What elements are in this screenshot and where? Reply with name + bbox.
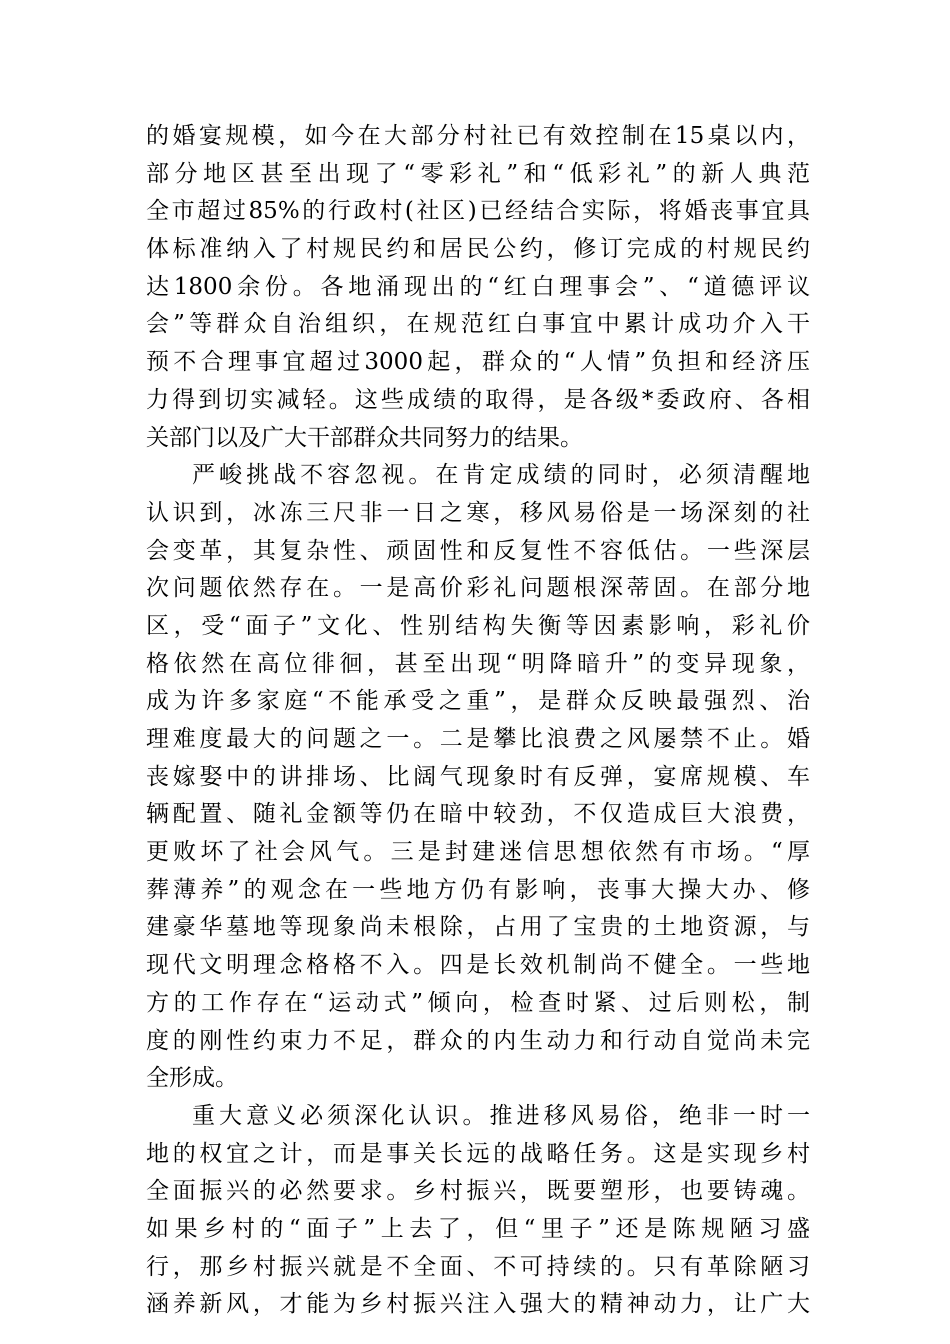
text-line: 方的工作存在“运动式”倾向，检查时紧、过后则松，制	[146, 989, 810, 1016]
text-line: 涵养新风，才能为乡村振兴注入强大的精神动力，让广大	[146, 1291, 810, 1318]
text-line: 达1800余份。各地涌现出的“红白理事会”、“道德评议	[146, 273, 810, 300]
text-line: 如果乡村的“面子”上去了，但“里子”还是陈规陋习盛	[146, 1215, 810, 1242]
text-line: 格依然在高位徘徊，甚至出现“明降暗升”的变异现象，	[146, 650, 810, 677]
paragraph-1	[146, 118, 810, 457]
text-line: 力得到切实减轻。这些成绩的取得，是各级*委政府、各相	[146, 386, 810, 413]
text-line: 认识到，冰冻三尺非一日之寒，移风易俗是一场深刻的社	[146, 499, 810, 526]
text-line: 建豪华墓地等现象尚未根除，占用了宝贵的土地资源，与	[146, 914, 810, 941]
text-line: 重大意义必须深化认识。推进移风易俗，绝非一时一	[192, 1102, 810, 1129]
text-line: 关部门以及广大干部群众共同努力的结果。	[146, 424, 583, 451]
text-line: 会变革，其复杂性、顽固性和反复性不容低估。一些深层	[146, 537, 810, 564]
text-line: 全形成。	[146, 1065, 238, 1092]
text-line: 全面振兴的必然要求。乡村振兴，既要塑形，也要铸魂。	[146, 1178, 810, 1205]
text-line: 会”等群众自治组织，在规范红白事宜中累计成功介入干	[146, 311, 810, 338]
text-line: 地的权宜之计，而是事关长远的战略任务。这是实现乡村	[146, 1140, 810, 1167]
text-line: 体标准纳入了村规民约和居民公约，修订完成的村规民约	[146, 236, 810, 263]
text-line: 次问题依然存在。一是高价彩礼问题根深蒂固。在部分地	[146, 575, 810, 602]
text-line: 葬薄养”的观念在一些地方仍有影响，丧事大操大办、修	[146, 876, 810, 903]
text-line: 的婚宴规模，如今在大部分村社已有效控制在15桌以内，	[146, 123, 810, 149]
document-page	[146, 118, 810, 1324]
text-line: 理难度最大的问题之一。二是攀比浪费之风屡禁不止。婚	[146, 726, 810, 752]
text-line: 预不合理事宜超过3000起，群众的“人情”负担和经济压	[146, 349, 810, 376]
paragraph-3	[146, 1098, 810, 1324]
text-line: 更败坏了社会风气。三是封建迷信思想依然有市场。“厚	[146, 839, 810, 866]
paragraph-2	[146, 457, 810, 1098]
text-line: 区，受“面子”文化、性别结构失衡等因素影响，彩礼价	[146, 612, 810, 639]
text-line: 行，那乡村振兴就是不全面、不可持续的。只有革除陋习	[146, 1253, 810, 1280]
text-line: 辆配置、随礼金额等仍在暗中较劲，不仅造成巨大浪费，	[146, 801, 810, 828]
text-line: 全市超过85%的行政村(社区)已经结合实际，将婚丧事宜具	[146, 198, 810, 225]
text-line: 成为许多家庭“不能承受之重”，是群众反映最强烈、治	[146, 688, 810, 715]
text-line: 度的刚性约束力不足，群众的内生动力和行动自觉尚未完	[146, 1027, 810, 1054]
text-line: 部分地区甚至出现了“零彩礼”和“低彩礼”的新人典范	[146, 160, 810, 187]
text-line: 现代文明理念格格不入。四是长效机制尚不健全。一些地	[146, 952, 810, 979]
text-line: 丧嫁娶中的讲排场、比阔气现象时有反弹，宴席规模、车	[146, 763, 810, 790]
text-line: 严峻挑战不容忽视。在肯定成绩的同时，必须清醒地	[192, 462, 810, 489]
